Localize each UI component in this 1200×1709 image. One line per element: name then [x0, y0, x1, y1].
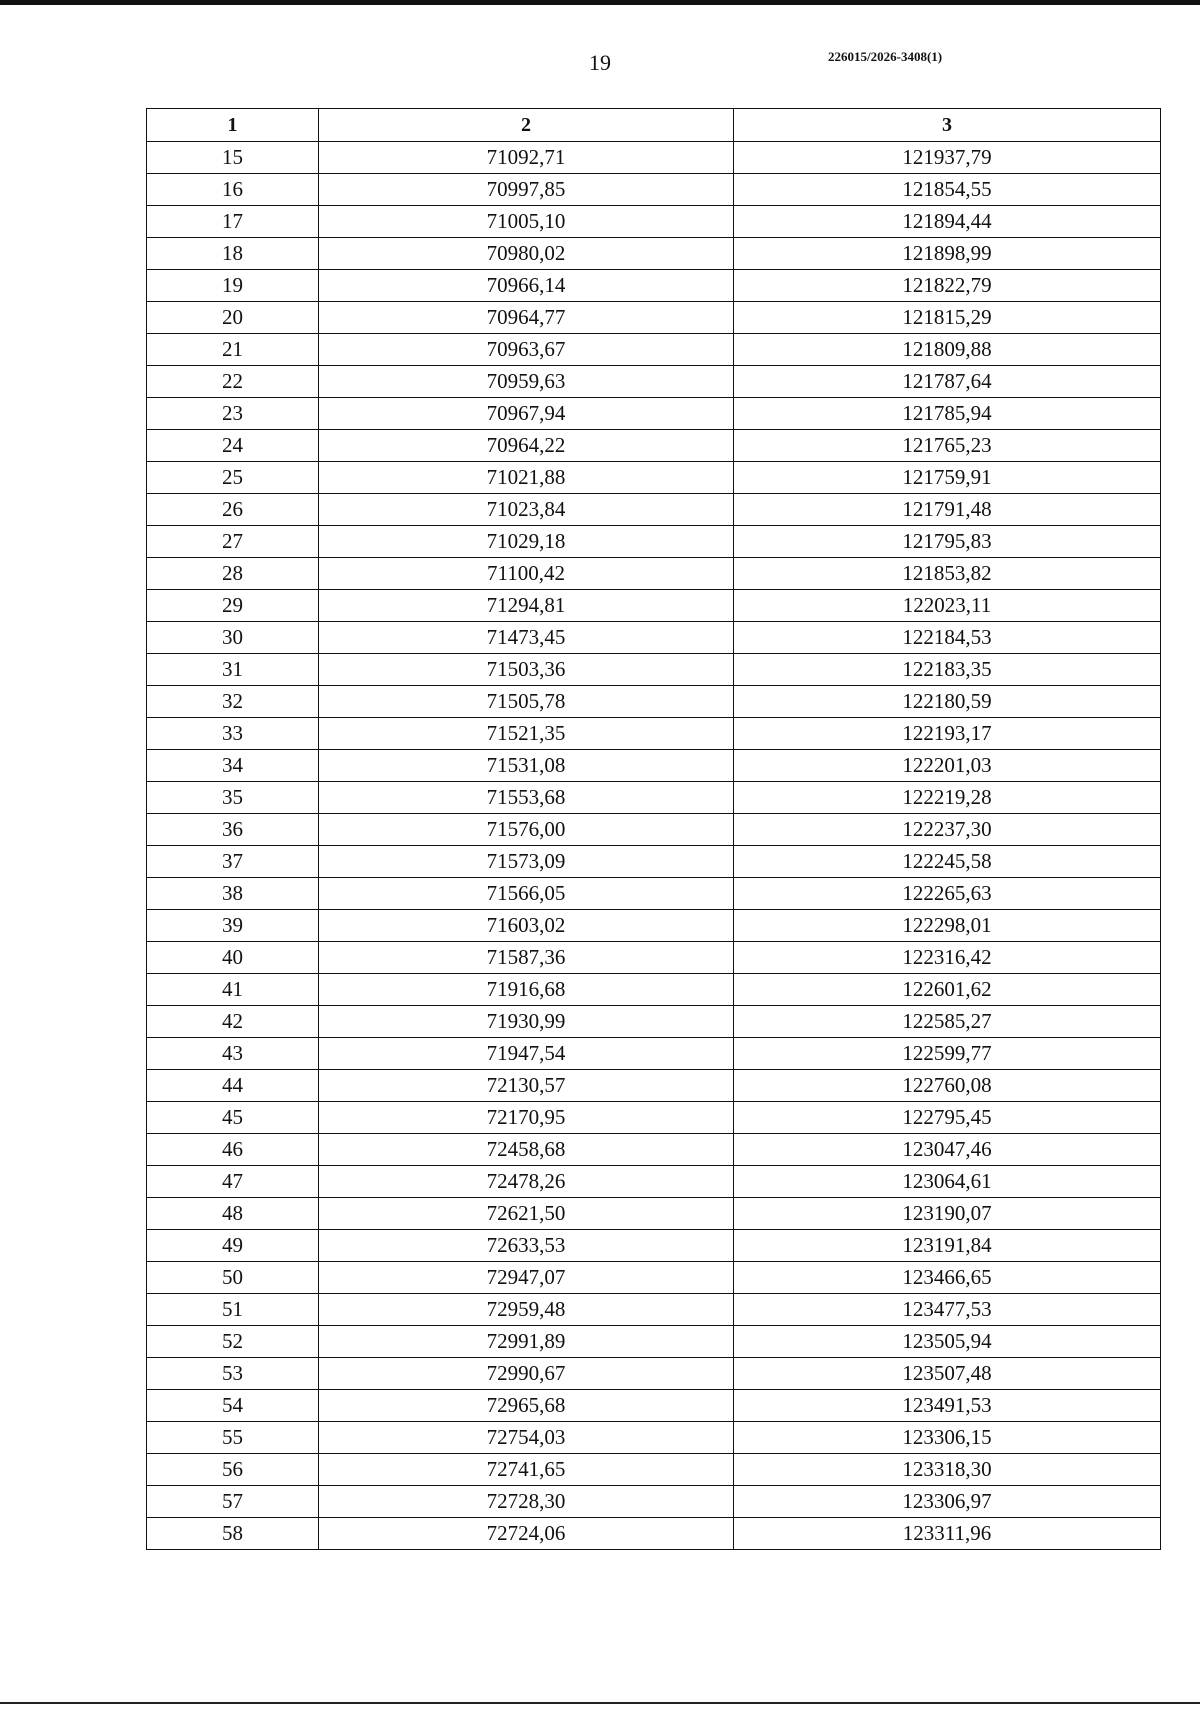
x-coordinate-cell: 72170,95 — [319, 1102, 734, 1134]
x-coordinate-cell: 72965,68 — [319, 1390, 734, 1422]
x-coordinate-cell: 72130,57 — [319, 1070, 734, 1102]
column-header: 3 — [734, 109, 1161, 142]
y-coordinate-cell: 121791,48 — [734, 494, 1161, 526]
table-row — [147, 526, 1161, 558]
table-row — [147, 1070, 1161, 1102]
table-row — [147, 1422, 1161, 1454]
x-coordinate-cell: 70997,85 — [319, 174, 734, 206]
x-coordinate-cell: 72724,06 — [319, 1518, 734, 1550]
y-coordinate-cell: 121795,83 — [734, 526, 1161, 558]
x-coordinate-cell: 72947,07 — [319, 1262, 734, 1294]
y-coordinate-cell: 121822,79 — [734, 270, 1161, 302]
table-row — [147, 814, 1161, 846]
point-number-cell: 35 — [147, 782, 319, 814]
y-coordinate-cell: 122601,62 — [734, 974, 1161, 1006]
x-coordinate-cell: 71587,36 — [319, 942, 734, 974]
table-row — [147, 334, 1161, 366]
table-row — [147, 782, 1161, 814]
y-coordinate-cell: 123491,53 — [734, 1390, 1161, 1422]
y-coordinate-cell: 122265,63 — [734, 878, 1161, 910]
table-row — [147, 622, 1161, 654]
x-coordinate-cell: 71553,68 — [319, 782, 734, 814]
table-row — [147, 1006, 1161, 1038]
x-coordinate-cell: 71092,71 — [319, 142, 734, 174]
y-coordinate-cell: 121853,82 — [734, 558, 1161, 590]
x-coordinate-cell: 71021,88 — [319, 462, 734, 494]
x-coordinate-cell: 72959,48 — [319, 1294, 734, 1326]
point-number-cell: 48 — [147, 1198, 319, 1230]
document-reference: 226015/2026-3408(1) — [828, 49, 943, 64]
x-coordinate-cell: 70964,22 — [319, 430, 734, 462]
point-number-cell: 57 — [147, 1486, 319, 1518]
point-number-cell: 19 — [147, 270, 319, 302]
y-coordinate-cell: 122184,53 — [734, 622, 1161, 654]
y-coordinate-cell: 123318,30 — [734, 1454, 1161, 1486]
x-coordinate-cell: 72458,68 — [319, 1134, 734, 1166]
x-coordinate-cell: 72754,03 — [319, 1422, 734, 1454]
point-number-cell: 55 — [147, 1422, 319, 1454]
point-number-cell: 41 — [147, 974, 319, 1006]
table-row — [147, 974, 1161, 1006]
y-coordinate-cell: 123306,97 — [734, 1486, 1161, 1518]
x-coordinate-cell: 71521,35 — [319, 718, 734, 750]
table-row — [147, 910, 1161, 942]
point-number-cell: 36 — [147, 814, 319, 846]
x-coordinate-cell: 71023,84 — [319, 494, 734, 526]
x-coordinate-cell: 72633,53 — [319, 1230, 734, 1262]
table-row — [147, 1486, 1161, 1518]
y-coordinate-cell: 122201,03 — [734, 750, 1161, 782]
point-number-cell: 31 — [147, 654, 319, 686]
point-number-cell: 53 — [147, 1358, 319, 1390]
point-number-cell: 46 — [147, 1134, 319, 1166]
y-coordinate-cell: 122599,77 — [734, 1038, 1161, 1070]
point-number-cell: 49 — [147, 1230, 319, 1262]
point-number-cell: 25 — [147, 462, 319, 494]
y-coordinate-cell: 123306,15 — [734, 1422, 1161, 1454]
y-coordinate-cell: 121898,99 — [734, 238, 1161, 270]
y-coordinate-cell: 122316,42 — [734, 942, 1161, 974]
point-number-cell: 43 — [147, 1038, 319, 1070]
x-coordinate-cell: 71916,68 — [319, 974, 734, 1006]
y-coordinate-cell: 121815,29 — [734, 302, 1161, 334]
y-coordinate-cell: 122180,59 — [734, 686, 1161, 718]
y-coordinate-cell: 121937,79 — [734, 142, 1161, 174]
x-coordinate-cell: 71573,09 — [319, 846, 734, 878]
point-number-cell: 37 — [147, 846, 319, 878]
table-row — [147, 1166, 1161, 1198]
x-coordinate-cell: 71100,42 — [319, 558, 734, 590]
y-coordinate-cell: 123311,96 — [734, 1518, 1161, 1550]
point-number-cell: 58 — [147, 1518, 319, 1550]
table-row — [147, 430, 1161, 462]
point-number-cell: 16 — [147, 174, 319, 206]
table-row — [147, 398, 1161, 430]
y-coordinate-cell: 123505,94 — [734, 1326, 1161, 1358]
table-row — [147, 878, 1161, 910]
point-number-cell: 24 — [147, 430, 319, 462]
x-coordinate-cell: 71930,99 — [319, 1006, 734, 1038]
x-coordinate-cell: 71473,45 — [319, 622, 734, 654]
x-coordinate-cell: 71503,36 — [319, 654, 734, 686]
y-coordinate-cell: 123477,53 — [734, 1294, 1161, 1326]
point-number-cell: 42 — [147, 1006, 319, 1038]
x-coordinate-cell: 71603,02 — [319, 910, 734, 942]
y-coordinate-cell: 123466,65 — [734, 1262, 1161, 1294]
table-row — [147, 1102, 1161, 1134]
y-coordinate-cell: 122298,01 — [734, 910, 1161, 942]
point-number-cell: 21 — [147, 334, 319, 366]
point-number-cell: 26 — [147, 494, 319, 526]
point-number-cell: 44 — [147, 1070, 319, 1102]
scan-border-top — [0, 0, 1200, 5]
y-coordinate-cell: 123047,46 — [734, 1134, 1161, 1166]
table-row — [147, 1294, 1161, 1326]
column-header: 2 — [319, 109, 734, 142]
table-row — [147, 1454, 1161, 1486]
table-row — [147, 558, 1161, 590]
x-coordinate-cell: 71576,00 — [319, 814, 734, 846]
point-number-cell: 30 — [147, 622, 319, 654]
x-coordinate-cell: 71505,78 — [319, 686, 734, 718]
y-coordinate-cell: 122245,58 — [734, 846, 1161, 878]
table-row — [147, 270, 1161, 302]
point-number-cell: 22 — [147, 366, 319, 398]
table-row — [147, 846, 1161, 878]
table-row — [147, 1518, 1161, 1550]
x-coordinate-cell: 72728,30 — [319, 1486, 734, 1518]
point-number-cell: 34 — [147, 750, 319, 782]
x-coordinate-cell: 70967,94 — [319, 398, 734, 430]
table-row — [147, 494, 1161, 526]
y-coordinate-cell: 122193,17 — [734, 718, 1161, 750]
table-row — [147, 718, 1161, 750]
table-row — [147, 942, 1161, 974]
y-coordinate-cell: 121787,64 — [734, 366, 1161, 398]
table-row — [147, 1230, 1161, 1262]
column-header: 1 — [147, 109, 319, 142]
point-number-cell: 50 — [147, 1262, 319, 1294]
scan-border-bottom — [0, 1702, 1200, 1704]
table-body — [147, 142, 1161, 1550]
x-coordinate-cell: 71947,54 — [319, 1038, 734, 1070]
x-coordinate-cell: 71029,18 — [319, 526, 734, 558]
point-number-cell: 23 — [147, 398, 319, 430]
y-coordinate-cell: 121759,91 — [734, 462, 1161, 494]
x-coordinate-cell: 72741,65 — [319, 1454, 734, 1486]
x-coordinate-cell: 71005,10 — [319, 206, 734, 238]
point-number-cell: 40 — [147, 942, 319, 974]
table-row — [147, 1326, 1161, 1358]
table-row — [147, 366, 1161, 398]
point-number-cell: 29 — [147, 590, 319, 622]
y-coordinate-cell: 121809,88 — [734, 334, 1161, 366]
y-coordinate-cell: 122760,08 — [734, 1070, 1161, 1102]
page-number: 19 — [589, 50, 611, 75]
point-number-cell: 51 — [147, 1294, 319, 1326]
table-row — [147, 686, 1161, 718]
point-number-cell: 33 — [147, 718, 319, 750]
x-coordinate-cell: 70963,67 — [319, 334, 734, 366]
table-row — [147, 142, 1161, 174]
x-coordinate-cell: 72990,67 — [319, 1358, 734, 1390]
y-coordinate-cell: 122023,11 — [734, 590, 1161, 622]
point-number-cell: 27 — [147, 526, 319, 558]
x-coordinate-cell: 70964,77 — [319, 302, 734, 334]
table-row — [147, 302, 1161, 334]
x-coordinate-cell: 70980,02 — [319, 238, 734, 270]
x-coordinate-cell: 70966,14 — [319, 270, 734, 302]
x-coordinate-cell: 72621,50 — [319, 1198, 734, 1230]
point-number-cell: 56 — [147, 1454, 319, 1486]
table-row — [147, 1358, 1161, 1390]
table-row — [147, 206, 1161, 238]
point-number-cell: 52 — [147, 1326, 319, 1358]
table-row — [147, 1198, 1161, 1230]
point-number-cell: 28 — [147, 558, 319, 590]
table-row — [147, 238, 1161, 270]
table-row — [147, 1134, 1161, 1166]
x-coordinate-cell: 72991,89 — [319, 1326, 734, 1358]
point-number-cell: 20 — [147, 302, 319, 334]
table-row — [147, 1390, 1161, 1422]
y-coordinate-cell: 123507,48 — [734, 1358, 1161, 1390]
y-coordinate-cell: 121894,44 — [734, 206, 1161, 238]
point-number-cell: 17 — [147, 206, 319, 238]
point-number-cell: 32 — [147, 686, 319, 718]
y-coordinate-cell: 123190,07 — [734, 1198, 1161, 1230]
point-number-cell: 38 — [147, 878, 319, 910]
y-coordinate-cell: 122237,30 — [734, 814, 1161, 846]
x-coordinate-cell: 71294,81 — [319, 590, 734, 622]
x-coordinate-cell: 72478,26 — [319, 1166, 734, 1198]
x-coordinate-cell: 71566,05 — [319, 878, 734, 910]
y-coordinate-cell: 121765,23 — [734, 430, 1161, 462]
table-row — [147, 1038, 1161, 1070]
point-number-cell: 54 — [147, 1390, 319, 1422]
y-coordinate-cell: 122219,28 — [734, 782, 1161, 814]
table-row — [147, 462, 1161, 494]
y-coordinate-cell: 121854,55 — [734, 174, 1161, 206]
table-row — [147, 750, 1161, 782]
y-coordinate-cell: 123191,84 — [734, 1230, 1161, 1262]
y-coordinate-cell: 122795,45 — [734, 1102, 1161, 1134]
point-number-cell: 39 — [147, 910, 319, 942]
table-row — [147, 654, 1161, 686]
point-number-cell: 18 — [147, 238, 319, 270]
x-coordinate-cell: 71531,08 — [319, 750, 734, 782]
y-coordinate-cell: 122585,27 — [734, 1006, 1161, 1038]
table-header-row — [147, 109, 1161, 142]
y-coordinate-cell: 123064,61 — [734, 1166, 1161, 1198]
point-number-cell: 45 — [147, 1102, 319, 1134]
coordinates-table — [146, 108, 1161, 1550]
table-row — [147, 174, 1161, 206]
table-row — [147, 1262, 1161, 1294]
y-coordinate-cell: 121785,94 — [734, 398, 1161, 430]
table-row — [147, 590, 1161, 622]
point-number-cell: 15 — [147, 142, 319, 174]
y-coordinate-cell: 122183,35 — [734, 654, 1161, 686]
point-number-cell: 47 — [147, 1166, 319, 1198]
x-coordinate-cell: 70959,63 — [319, 366, 734, 398]
